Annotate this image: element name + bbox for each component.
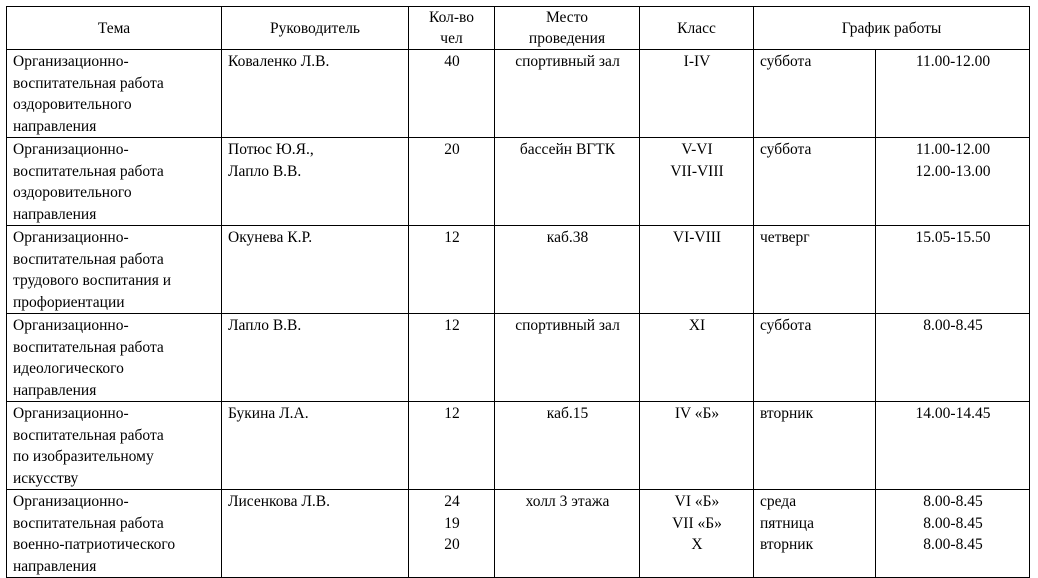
- table-row: [7, 314, 1030, 402]
- leader-cell-line: Потюс Ю.Я.,: [228, 141, 314, 158]
- time-cell-line: 14.00-14.45: [915, 405, 991, 422]
- count-cell: [409, 138, 495, 226]
- time-cell-line: 8.00-8.45: [923, 493, 983, 510]
- day-cell-line: вторник: [760, 536, 814, 553]
- class-cell-line: X: [691, 536, 703, 553]
- header-count-line-2: чел: [440, 30, 463, 47]
- topic-cell-line: воспитательная работа: [13, 338, 164, 356]
- topic-cell-line: военно-патриотического: [13, 536, 176, 553]
- topic-cell-line: оздоровительного: [13, 184, 132, 201]
- leader-cell: [222, 50, 409, 138]
- class-cell-line: VII-VIII: [670, 162, 724, 180]
- place-cell: [495, 402, 640, 490]
- header-place: [495, 7, 640, 50]
- count-cell-line: 12: [444, 229, 460, 246]
- header-place-line-1: Место: [545, 9, 589, 26]
- topic-cell-line: оздоровительного: [13, 96, 132, 113]
- table-row: [7, 402, 1030, 490]
- time-cell: [876, 138, 1030, 226]
- count-cell-line: 20: [444, 141, 460, 158]
- place-cell: [495, 490, 640, 578]
- day-cell: [754, 50, 876, 138]
- topic-cell-line: профориентации: [13, 293, 125, 311]
- topic-cell-line: направления: [13, 117, 97, 135]
- leader-cell-line: Лапло В.В.: [228, 317, 302, 334]
- topic-cell: [7, 138, 222, 226]
- day-cell-line: суббота: [760, 141, 812, 158]
- leader-cell-line: Лисенкова Л.В.: [228, 493, 331, 510]
- day-cell: [754, 138, 876, 226]
- count-cell: [409, 314, 495, 402]
- day-cell: [754, 314, 876, 402]
- class-cell: [640, 50, 754, 138]
- day-cell: [754, 402, 876, 490]
- leader-cell: [222, 402, 409, 490]
- class-cell-line: I-IV: [683, 53, 711, 70]
- table-row: [7, 50, 1030, 138]
- topic-cell-line: идеологического: [13, 360, 124, 377]
- count-cell: [409, 490, 495, 578]
- place-cell: [495, 226, 640, 314]
- place-cell-line: спортивный зал: [515, 317, 620, 334]
- header-topic: Тема: [7, 7, 222, 50]
- time-cell: [876, 50, 1030, 138]
- topic-cell-line: воспитательная работа: [13, 74, 164, 92]
- count-cell: [409, 226, 495, 314]
- topic-cell-line: по изобразительному: [13, 448, 154, 465]
- topic-cell-line: Организационно-: [13, 405, 129, 422]
- count-cell: [409, 50, 495, 138]
- time-cell: [876, 490, 1030, 578]
- place-cell-line: каб.15: [546, 405, 589, 422]
- place-cell-line: каб.38: [546, 229, 589, 246]
- schedule-table: [6, 6, 1030, 578]
- leader-cell: [222, 138, 409, 226]
- day-cell-line: пятница: [760, 514, 814, 532]
- time-cell-line: 8.00-8.45: [923, 514, 983, 532]
- class-cell: [640, 138, 754, 226]
- topic-cell-line: трудового воспитания и: [13, 272, 172, 289]
- topic-cell-line: воспитательная работа: [13, 162, 164, 180]
- class-cell-line: V-VI: [681, 141, 713, 158]
- time-cell-line: 15.05-15.50: [915, 229, 991, 246]
- time-cell-line: 12.00-13.00: [915, 162, 991, 180]
- topic-cell: [7, 226, 222, 314]
- header-count-line-1: Кол-во: [429, 9, 474, 26]
- table-row: [7, 490, 1030, 578]
- class-cell: [640, 226, 754, 314]
- header-place-line-2: проведения: [528, 30, 606, 47]
- topic-cell: [7, 490, 222, 578]
- leader-cell: [222, 490, 409, 578]
- count-cell-line: 40: [444, 53, 460, 70]
- count-cell-line: 19: [444, 514, 460, 532]
- class-cell: [640, 402, 754, 490]
- place-cell-line: холл 3 этажа: [525, 493, 610, 510]
- leader-cell-line: Букина Л.А.: [228, 405, 309, 422]
- time-cell-line: 11.00-12.00: [915, 141, 991, 158]
- topic-cell-line: воспитательная работа: [13, 250, 164, 268]
- leader-cell: [222, 226, 409, 314]
- class-cell: [640, 490, 754, 578]
- topic-cell-line: искусству: [13, 469, 79, 487]
- table-row: [7, 226, 1030, 314]
- class-cell: [640, 314, 754, 402]
- place-cell-line: спортивный зал: [515, 53, 620, 70]
- day-cell-line: четверг: [760, 229, 810, 246]
- leader-cell-line: Лапло В.В.: [228, 162, 302, 180]
- time-cell-line: 11.00-12.00: [915, 53, 991, 70]
- time-cell: [876, 402, 1030, 490]
- day-cell-line: вторник: [760, 405, 814, 422]
- header-class: Класс: [640, 7, 754, 50]
- day-cell-line: суббота: [760, 317, 812, 334]
- leader-cell-line: Окунева К.Р.: [228, 229, 313, 246]
- day-cell: [754, 226, 876, 314]
- topic-cell-line: направления: [13, 381, 97, 399]
- topic-cell: [7, 50, 222, 138]
- day-cell-line: среда: [760, 493, 797, 510]
- class-cell-line: VI «Б»: [674, 493, 720, 510]
- topic-cell-line: направления: [13, 557, 97, 575]
- count-cell-line: 12: [444, 317, 460, 334]
- class-cell-line: IV «Б»: [674, 405, 720, 422]
- time-cell-line: 8.00-8.45: [923, 317, 983, 334]
- place-cell-line: бассейн ВГТК: [519, 141, 616, 158]
- topic-cell: [7, 402, 222, 490]
- topic-cell-line: Организационно-: [13, 53, 129, 70]
- topic-cell-line: Организационно-: [13, 493, 129, 510]
- place-cell: [495, 314, 640, 402]
- leader-cell: [222, 314, 409, 402]
- count-cell-line: 12: [444, 405, 460, 422]
- time-cell: [876, 314, 1030, 402]
- place-cell: [495, 138, 640, 226]
- header-row: [7, 7, 1030, 50]
- header-schedule: График работы: [754, 7, 1030, 50]
- header-count: [409, 7, 495, 50]
- class-cell-line: XI: [688, 317, 706, 334]
- topic-cell-line: Организационно-: [13, 141, 129, 158]
- topic-cell-line: воспитательная работа: [13, 426, 164, 444]
- count-cell-line: 24: [444, 493, 460, 510]
- class-cell-line: VII «Б»: [672, 514, 722, 532]
- topic-cell-line: направления: [13, 205, 97, 223]
- topic-cell-line: воспитательная работа: [13, 514, 164, 532]
- count-cell: [409, 402, 495, 490]
- class-cell-line: VI-VIII: [672, 229, 722, 246]
- topic-cell-line: Организационно-: [13, 317, 129, 334]
- time-cell-line: 8.00-8.45: [923, 536, 983, 553]
- leader-cell-line: Коваленко Л.В.: [228, 53, 330, 70]
- topic-cell: [7, 314, 222, 402]
- header-leader: Руководитель: [222, 7, 409, 50]
- topic-cell-line: Организационно-: [13, 229, 129, 246]
- count-cell-line: 20: [444, 536, 460, 553]
- day-cell: [754, 490, 876, 578]
- day-cell-line: суббота: [760, 53, 812, 70]
- place-cell: [495, 50, 640, 138]
- table-row: [7, 138, 1030, 226]
- time-cell: [876, 226, 1030, 314]
